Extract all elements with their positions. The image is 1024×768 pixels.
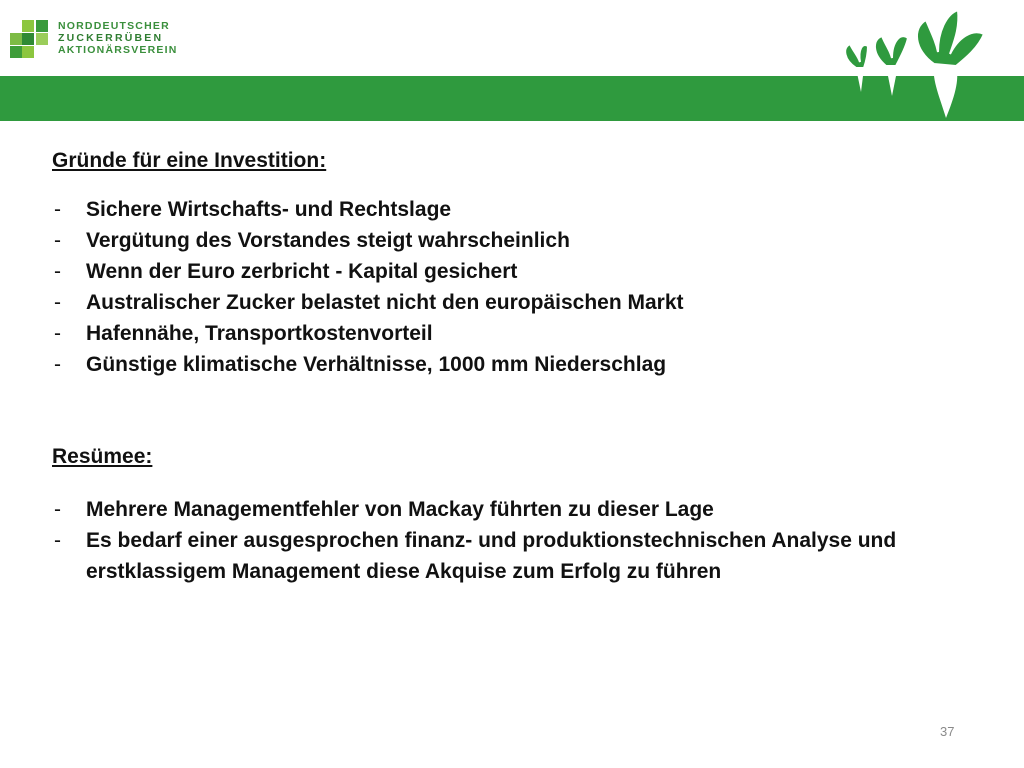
bullet-dash: -: [54, 498, 61, 521]
page-number: 37: [940, 724, 955, 739]
list-item: - Wenn der Euro zerbricht - Kapital gesichert: [52, 256, 972, 287]
association-logo: [10, 18, 178, 60]
bullet-dash: -: [54, 529, 61, 552]
list-item: - Sichere Wirtschafts- und Rechtslage: [52, 194, 972, 225]
section-heading-reasons: Gründe für eine Investition:: [52, 149, 327, 172]
logo-line-1: NORDDEUTSCHER: [58, 20, 170, 32]
bullet-dash: -: [54, 353, 61, 376]
logo-line-3: AKTIONÄRSVEREIN: [58, 44, 178, 56]
bullet-dash: -: [54, 229, 61, 252]
logo-squares-icon: [10, 20, 50, 58]
list-item: - Günstige klimatische Verhältnisse, 1000 mm Niederschlag: [52, 349, 972, 380]
list-item: - Hafennähe, Transportkostenvorteil: [52, 318, 972, 349]
list-item: - Mehrere Managementfehler von Mackay führten zu dieser Lage: [52, 494, 972, 525]
list-item: - Australischer Zucker belastet nicht den europäischen Markt: [52, 287, 972, 318]
summary-list: [52, 494, 972, 587]
logo-line-2: ZUCKERRÜBEN: [58, 32, 164, 44]
list-item: - Vergütung des Vorstandes steigt wahrscheinlich: [52, 225, 972, 256]
bullet-dash: -: [54, 322, 61, 345]
sugar-beets-icon: [834, 0, 1024, 121]
reasons-list: [52, 194, 972, 380]
bullet-dash: -: [54, 198, 61, 221]
list-item: - Es bedarf einer ausgesprochen finanz- und produktionstechnischen Analyse und erstklassigem Management diese Akquise zum Erfolg zu führen: [52, 525, 972, 587]
bullet-dash: -: [54, 291, 61, 314]
bullet-dash: -: [54, 260, 61, 283]
section-heading-summary: Resümee:: [52, 445, 153, 468]
logo-wordmark: [58, 20, 178, 56]
slide-content: [52, 146, 972, 587]
